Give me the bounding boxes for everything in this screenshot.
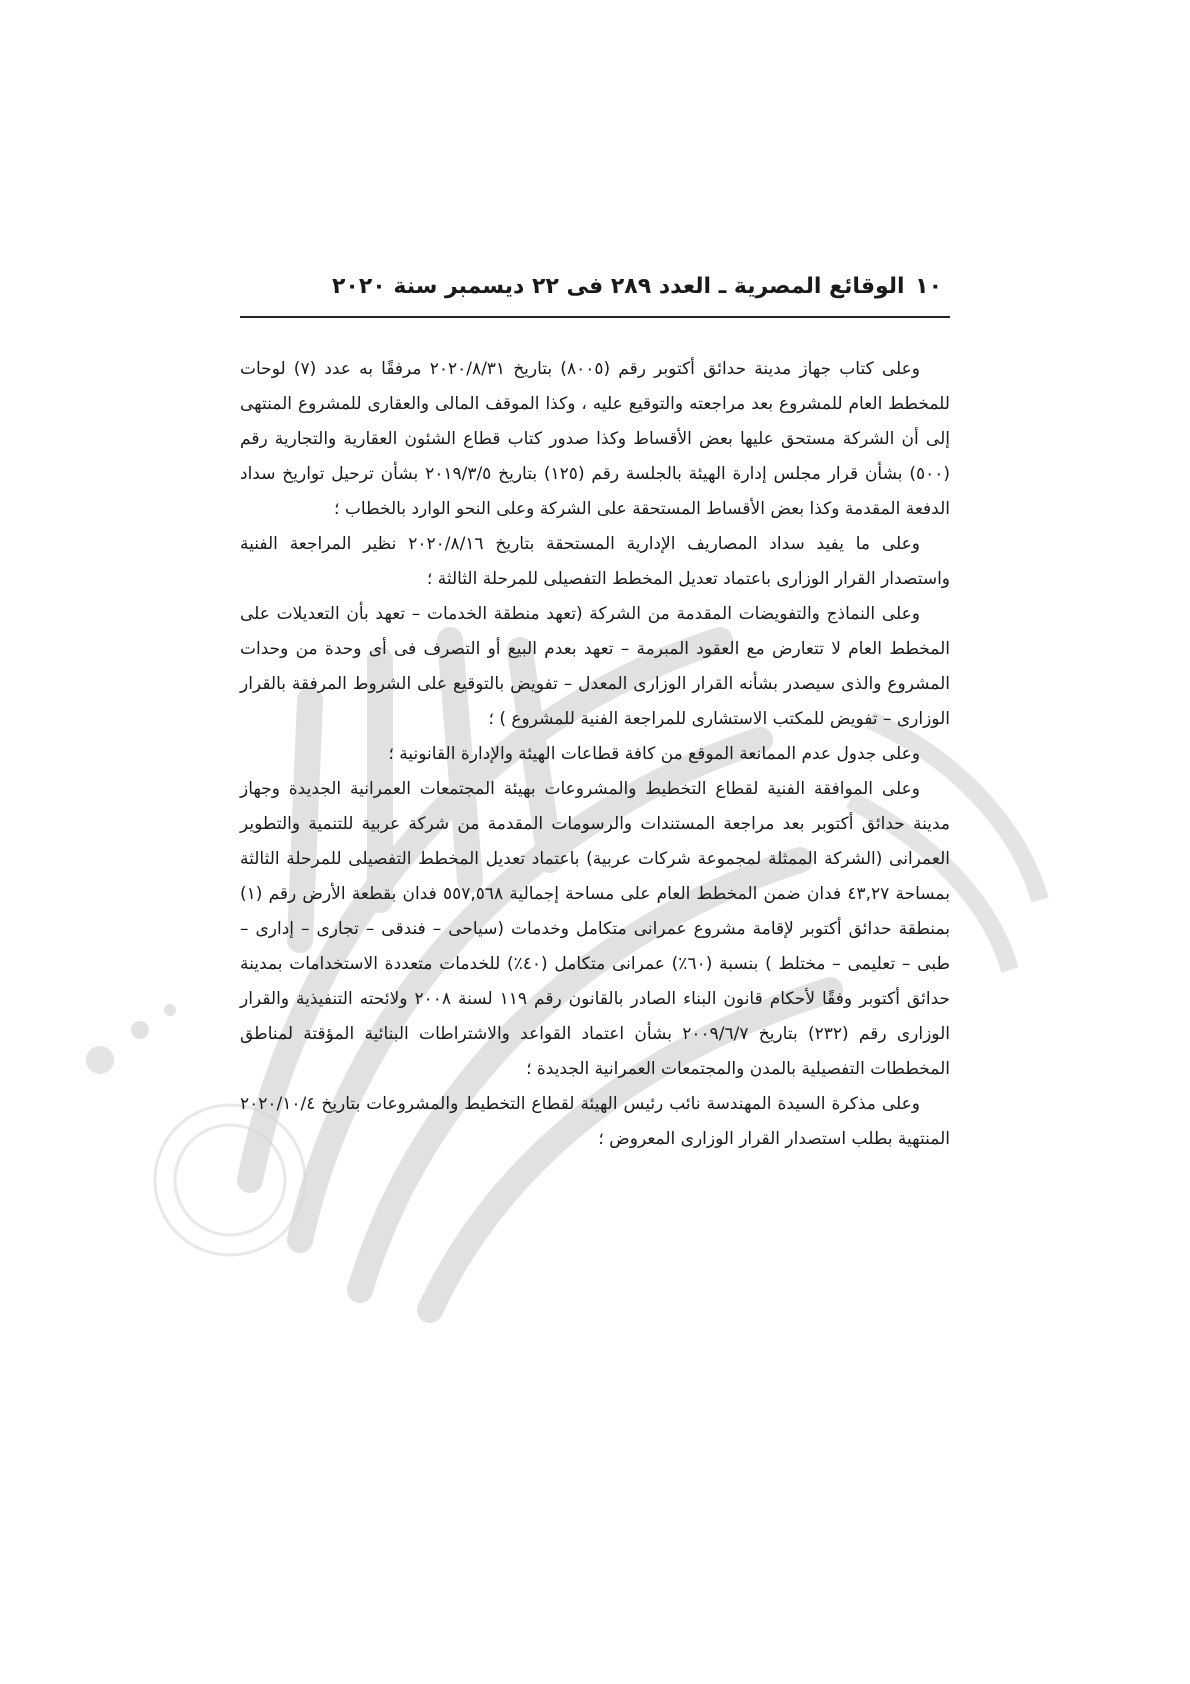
paragraph: وعلى الموافقة الفنية لقطاع التخطيط والمشروعات بهيئة المجتمعات العمرانية الجديدة وجهاز مدينة حدائق أكتوبر بعد مراجعة المستندات والرسومات المقدمة من شركة عربية للتنمية والتطوير العمرانى (الشركة الممثلة لمجموعة شركات عربية) باعتماد تعديل المخطط التفصيلى للمرحلة الثالثة بمساحة ٤٣,٢٧ فدان ضمن المخطط العام على مساحة إجمالية ٥٥٧,٥٦٨ فدان بقطعة الأرض رقم (١) بمنطقة حدائق أكتوبر لإقامة مشروع عمرانى متكامل وخدمات (سياحى – فندقى – تجارى – إدارى – طبى – تعليمى – مختلط ) بنسبة (٦٠٪) عمرانى متكامل (٤٠٪) للخدمات متعددة الاستخدامات بمدينة حدائق أكتوبر وفقًا لأحكام قانون البناء الصادر بالقانون رقم ١١٩ لسنة ٢٠٠٨ ولائحته التنفيذية والقرار الوزارى رقم (٢٣٢) بتاريخ ٢٠٠٩/٦/٧ بشأن اعتماد القواعد والاشتراطات البنائية المؤقتة لمناطق المخططات التفصيلية بالمدن والمجتمعات العمرانية الجديدة ؛	[240, 779, 951, 1079]
document-body	[240, 352, 950, 1157]
paragraph: وعلى مذكرة السيدة المهندسة نائب رئيس الهيئة لقطاع التخطيط والمشروعات بتاريخ ٢٠٢٠/١٠/٤ المنتهية بطلب استصدار القرار الوزارى المعروض ؛	[240, 1094, 950, 1149]
paragraph: وعلى كتاب جهاز مدينة حدائق أكتوبر رقم (٨٠٠٥) بتاريخ ٢٠٢٠/٨/٣١ مرفقًا به عدد (٧) لوحات للمخطط العام للمشروع بعد مراجعته والتوقيع عليه ، وكذا الموقف المالى والعقارى للمشروع المنتهى إلى أن الشركة مستحق عليها بعض الأقساط وكذا صدور كتاب قطاع الشئون العقارية والتجارية رقم (٥٠٠) بشأن قرار مجلس إدارة الهيئة بالجلسة رقم (١٢٥) بتاريخ ٢٠١٩/٣/٥ بشأن ترحيل تواريخ سداد الدفعة المقدمة وكذا بعض الأقساط المستحقة على الشركة وعلى النحو الوارد بالخطاب ؛	[240, 359, 950, 519]
paragraph: وعلى النماذج والتفويضات المقدمة من الشركة (تعهد منطقة الخدمات – تعهد بأن التعديلات على المخطط العام لا تتعارض مع العقود المبرمة – تعهد بعدم البيع أو التصرف فى أى وحدة من وحدات المشروع والذى سيصدر بشأنه القرار الوزارى المعدل – تفويض بالتوقيع على الشروط المرفقة بالقرار الوزارى – تفويض للمكتب الاستشارى للمراجعة الفنية للمشروع ) ؛	[240, 604, 950, 729]
page-header	[240, 268, 950, 318]
running-title: الوقائع المصرية ـ العدد ٢٨٩ فى ٢٢ ديسمبر سنة ٢٠٢٠	[332, 274, 905, 299]
page-number: ١٠	[915, 274, 942, 299]
paragraph: وعلى ما يفيد سداد المصاريف الإدارية المستحقة بتاريخ ٢٠٢٠/٨/١٦ نظير المراجعة الفنية واستصدار القرار الوزارى باعتماد تعديل المخطط التفصيلى للمرحلة الثالثة ؛	[240, 534, 950, 589]
paragraph: وعلى جدول عدم الممانعة الموقع من كافة قطاعات الهيئة والإدارة القانونية ؛	[388, 744, 920, 764]
